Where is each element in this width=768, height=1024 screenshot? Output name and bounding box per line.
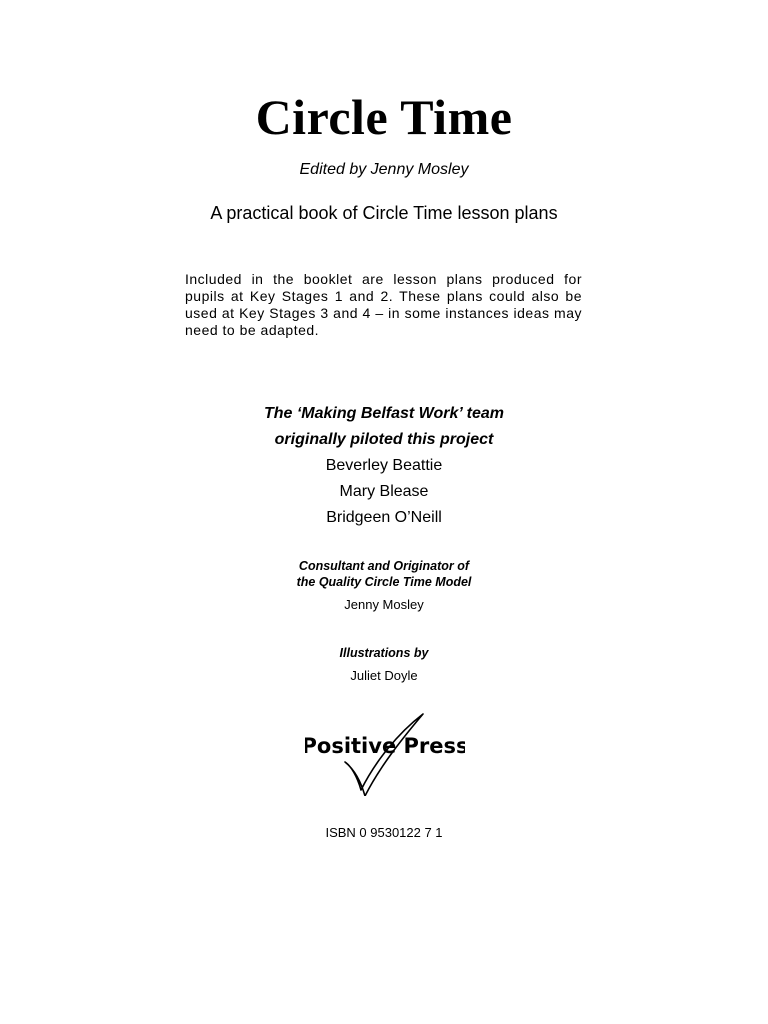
team-member: Mary Blease (339, 483, 429, 500)
illustrator-name: Juliet Doyle (350, 668, 418, 683)
intro-paragraph: Included in the booklet are lesson plans produced for pupils at Key Stages 1 and 2. These plans could also be used at Key Stages 3 and 4 – in some instances ideas may need to be adapted. (185, 271, 582, 338)
team-member: Bridgeen O’Neill (326, 509, 442, 526)
consultant-label-line-1: Consultant and Originator of (298, 559, 470, 573)
consultant-name: Jenny Mosley (344, 597, 424, 612)
publisher-logo-text: Positive Press (305, 734, 465, 758)
checkmark-icon (305, 710, 465, 796)
isbn: ISBN 0 9530122 7 1 (325, 825, 443, 840)
publisher-logo (305, 710, 465, 796)
book-subtitle: A practical book of Circle Time lesson plans (210, 203, 558, 223)
team-heading-line-1: The ‘Making Belfast Work’ team (263, 405, 505, 422)
team-heading-line-2: originally piloted this project (274, 431, 494, 448)
consultant-label-line-2: the Quality Circle Time Model (296, 575, 472, 589)
illustrations-label: Illustrations by (339, 646, 429, 660)
book-title: Circle Time (255, 89, 513, 145)
editor-credit: Edited by Jenny Mosley (299, 161, 469, 178)
team-member: Beverley Beattie (325, 457, 443, 474)
